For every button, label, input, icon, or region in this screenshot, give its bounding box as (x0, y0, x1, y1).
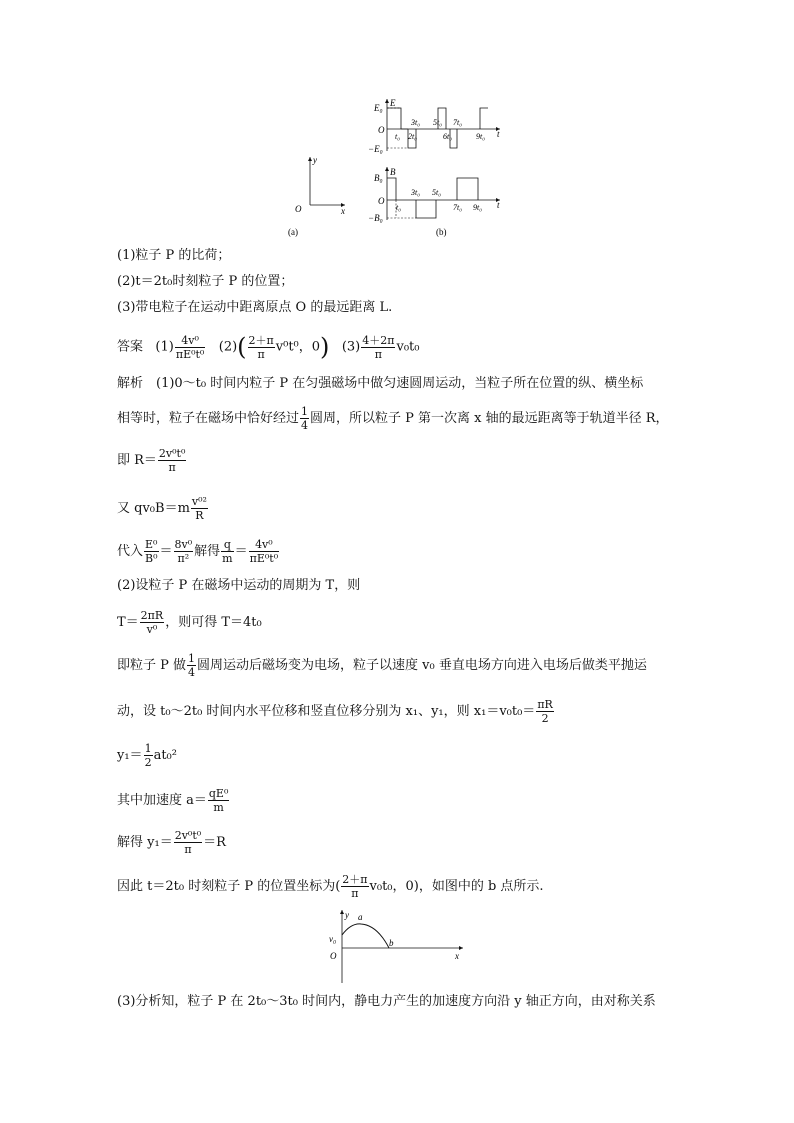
answer-1-prefix: (1) (155, 339, 174, 355)
answer-1-fraction: $\frac{\text{4v⁰}}{\text{πE⁰t⁰}}$ (175, 333, 205, 361)
point-a-label: a (358, 912, 363, 922)
E-tick-9t0: 9t₀ (476, 132, 486, 141)
analysis-p3: 即粒子 P 做 $\frac{1}{4}$ 圆周运动后磁场变为电场，粒子以速度 v₀ 垂直电场方向进入电场后做类平抛运 (117, 652, 647, 679)
E-tick-6t0: 6t₀ (443, 132, 453, 141)
answer-line: 答案 (1) $\frac{\text{4v⁰}}{\text{πE⁰t⁰}}$ (2)( $\frac{2+\pi}{\pi}$ v⁰t⁰，0) (3) $\frac{4+2\pi}{\pi}$ v₀t₀ (117, 333, 420, 361)
chart-B (368, 167, 500, 237)
analysis-p2: (2)设粒子 P 在磁场中运动的周期为 T，则 (117, 578, 361, 593)
point-b-label: b (389, 938, 394, 948)
question-2: (2)t＝2t₀时刻粒子 P 的位置； (117, 274, 294, 289)
chart-E (368, 98, 500, 154)
B0-label: B₀ (374, 173, 383, 183)
analysis-p5: 因此 t＝2t₀ 时刻粒子 P 的位置坐标为( $\frac{2+\pi}{\pi}$ v₀t₀，0)，如图中的 b 点所示. (117, 873, 544, 900)
answer-3-tail: v₀t₀ (396, 339, 420, 355)
B-t-label: t (497, 200, 500, 210)
v0-label: v₀ (329, 934, 337, 944)
bottom-x-label: x (455, 951, 459, 961)
figure-bottom (325, 905, 470, 985)
B-tick-3t0: 3t₀ (411, 188, 421, 197)
panel-a-caption: (a) (288, 227, 298, 237)
E-tick-t0: t₀ (395, 132, 401, 141)
equation-substitute: 代入 $\frac{\text{E⁰}}{\text{B⁰}}$ ＝ $\frac{\text{8v⁰}}{\text{π²}}$ 解得 $\frac{q}{m}$ ＝ $\frac{\text{4v⁰}}{\text{πE⁰t⁰}}$ (117, 538, 279, 565)
answer-2-tail: v⁰t⁰，0 (275, 339, 321, 355)
E-tick-2t0: 2t₀ (408, 132, 418, 141)
analysis-p6: (3)分析知，粒子 P 在 2t₀～3t₀ 时间内，静电力产生的加速度方向沿 y 轴正方向，由对称关系 (117, 994, 656, 1009)
figure-top (290, 95, 520, 240)
E-label: E (390, 98, 396, 108)
panel-a-origin: O (295, 204, 302, 214)
analysis-p1b: 相等时，粒子在磁场中恰好经过 $\frac{1}{4}$ 圆周，所以粒子 P 第一次离 x 轴的最远距离等于轨道半径 R， (117, 405, 669, 432)
answer-3-fraction: $\frac{4+2\pi}{\pi}$ (362, 333, 395, 361)
analysis-p4: 动，设 t₀～2t₀ 时间内水平位移和竖直位移分别为 x₁、y₁，则 x₁＝v₀t₀＝ $\frac{\pi R}{2}$ (117, 698, 553, 725)
answer-label: 答案 (117, 339, 144, 355)
B-tick-7t0: 7t₀ (453, 203, 463, 212)
panel-a-x: x (341, 206, 345, 216)
E-tick-7t0: 7t₀ (453, 118, 463, 127)
panel-b-caption: (b) (436, 227, 447, 237)
answer-3-prefix: (3) (341, 339, 361, 355)
panel-a (288, 155, 345, 237)
E-tick-3t0: 3t₀ (411, 118, 421, 127)
bottom-y-label: y (345, 910, 349, 920)
B-origin: O (378, 196, 385, 206)
analysis-p1a: 解析 (1)0～t₀ 时间内粒子 P 在匀强磁场中做匀速圆周运动，当粒子所在位置的纵、横坐标 (117, 376, 644, 391)
E0-label: E₀ (374, 103, 383, 113)
E-t-label: t (497, 129, 500, 139)
answer-2-fraction: $\frac{2+\pi}{\pi}$ (248, 333, 274, 361)
bottom-origin: O (330, 951, 337, 961)
equation-R: 即 R＝ $\frac{\text{2v⁰t⁰}}{\pi}$ (117, 447, 186, 474)
B-tick-5t0: 5t₀ (432, 188, 442, 197)
answer-2-prefix: (2) (218, 339, 238, 355)
E-origin: O (378, 125, 385, 135)
B-label: B (390, 167, 396, 177)
panel-a-y: y (313, 155, 317, 165)
equation-T: T＝ $\frac{2\pi R}{\text{v⁰}}$ ，则可得 T＝4t₀ (117, 609, 262, 636)
B-tick-9t0: 9t₀ (473, 203, 483, 212)
equation-y1-result: 解得 y₁＝ $\frac{\text{2v⁰t⁰}}{\pi}$ ＝R (117, 829, 226, 856)
equation-qvB: 又 qv₀B＝m $\frac{\text{v⁰²}}{R}$ (117, 495, 207, 522)
B-tick-t0: t₀ (396, 203, 402, 212)
equation-a: 其中加速度 a＝ $\frac{\text{qE⁰}}{m}$ (117, 787, 229, 814)
E-tick-5t0: 5t₀ (433, 118, 443, 127)
negE0-label: −E₀ (368, 144, 383, 154)
equation-y1: y₁＝ $\frac{1}{2}$ at₀² (117, 742, 177, 769)
question-1: (1)粒子 P 的比荷； (117, 248, 231, 263)
question-3: (3)带电粒子在运动中距离原点 O 的最远距离 L. (117, 300, 393, 315)
negB0-label: −B₀ (368, 213, 383, 223)
